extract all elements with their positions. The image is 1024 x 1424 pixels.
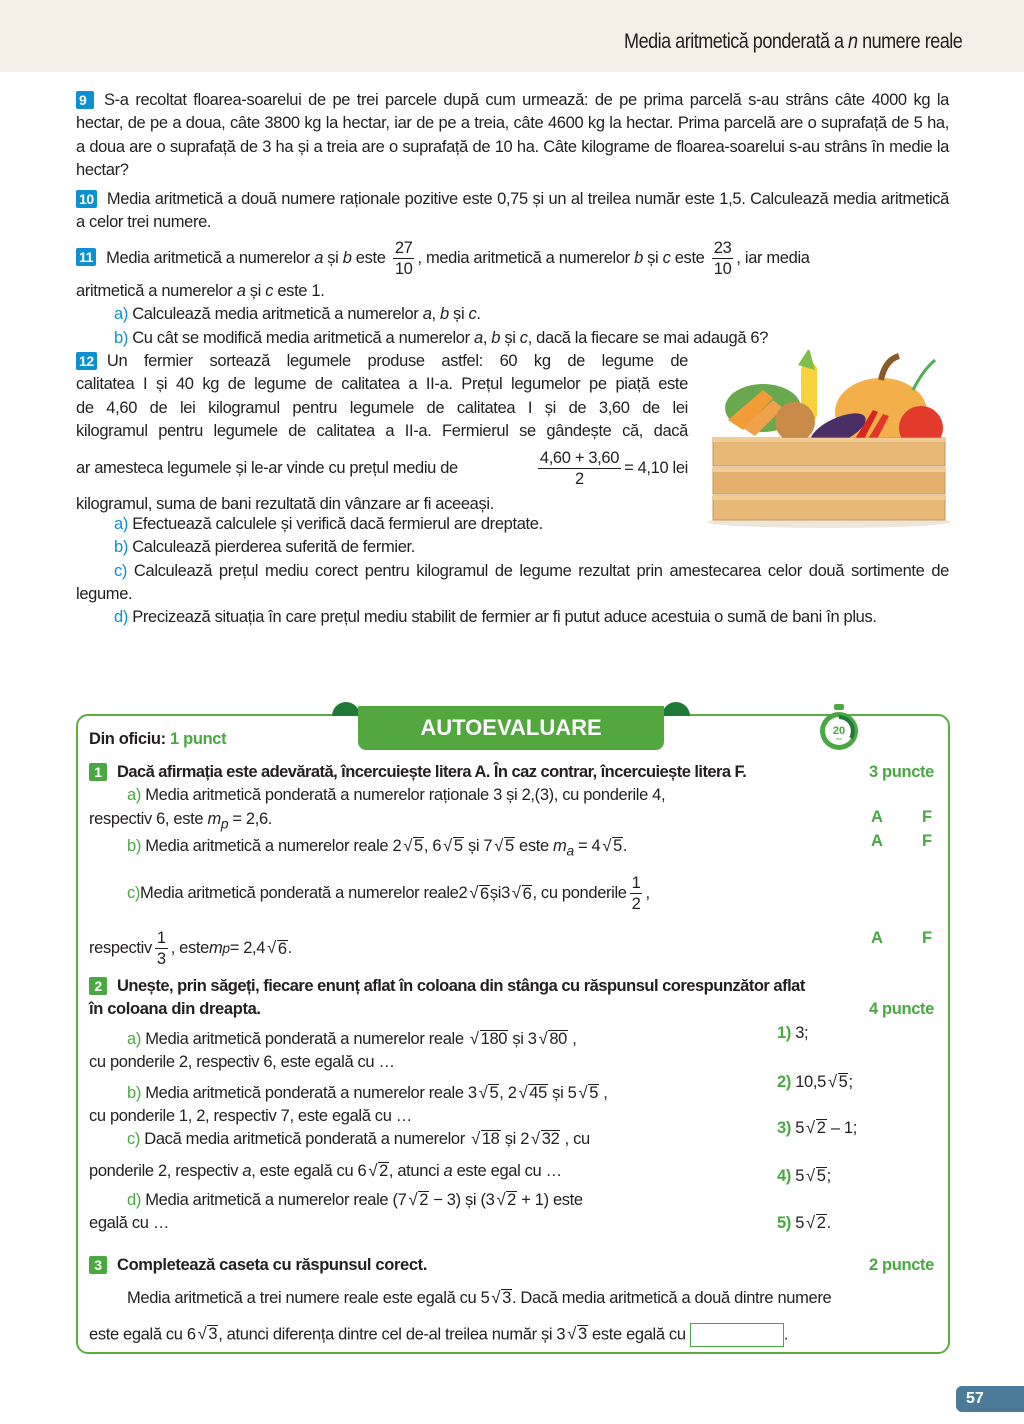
text: și: [500, 1130, 521, 1149]
text: și: [448, 305, 469, 324]
item-label: a): [114, 305, 128, 324]
fraction: [155, 928, 168, 969]
coef: 2: [458, 884, 468, 903]
radicand: 6: [480, 884, 489, 903]
din-oficiu: [89, 728, 226, 751]
answer-text: .: [826, 1214, 831, 1232]
item-label: b): [127, 837, 141, 856]
text: este 1.: [273, 282, 325, 300]
title-variable: n: [847, 30, 858, 53]
question-number: 3: [89, 1256, 107, 1274]
q3-line2: este egală cu 6 √ 3, atunci diferența dintre cel de-al treilea număr și 3 √ 3 este egală cu .: [89, 1323, 934, 1347]
text: + 1): [516, 1190, 549, 1209]
text: este egală cu 6: [89, 1324, 196, 1343]
question-2-statements: [89, 1028, 729, 1235]
text: Efectuează calculele și verifică dacă fermierul are dreptate.: [127, 515, 543, 533]
text: Media aritmetică ponderată a numerelor reale: [140, 884, 459, 903]
numerator: 1: [156, 929, 166, 948]
var-b: b: [439, 305, 449, 324]
q2-c-line2: ponderile 2, respectiv a, este egală cu 6 √ 2, atunci a este egal cu …: [89, 1162, 562, 1181]
text: Precizează situația în care prețul mediu stabilit de fermier ar fi putut aduce acestuia o sumă de bani în plus.: [127, 608, 877, 627]
option-f-false[interactable]: F: [922, 929, 933, 947]
radicand: 6: [522, 884, 532, 903]
item-label: a): [127, 786, 141, 805]
answer-3: 3) 5 √ 2 – 1;: [777, 1119, 857, 1137]
stopwatch-icon: [818, 704, 860, 752]
banner-ribbon-left: [332, 702, 360, 716]
radicand: 5: [489, 1083, 499, 1102]
text: Calculează prețul mediu corect pentru kilogramul de legume rezultat prin amestecarea celor două sortimente de legume.: [76, 561, 949, 603]
text: ,: [431, 305, 440, 324]
text: , cu ponderile: [532, 884, 627, 903]
var-b: b: [491, 328, 501, 347]
text: Calculează media aritmetică a numerelor: [127, 305, 423, 324]
text: Media aritmetică ponderată a numerelor reale: [140, 1083, 468, 1102]
page-title: [624, 30, 962, 54]
answer-2: 2) 10,5 √ 5;: [777, 1073, 853, 1091]
item-label: a): [114, 515, 128, 533]
page-header: [0, 0, 1024, 72]
q2-b-line2: cu ponderile 1, 2, respectiv 7, este egală cu …: [89, 1106, 412, 1125]
radicand: 18: [481, 1130, 500, 1149]
q1-a-line1: [89, 784, 934, 807]
text: = 4: [573, 837, 601, 856]
radicand: 3: [502, 1289, 511, 1308]
coef: 5: [567, 1083, 577, 1102]
page-number: 57: [956, 1386, 1024, 1412]
numerator: 27: [394, 238, 413, 257]
answer-text: 5: [790, 1214, 805, 1232]
text: = 4,10 lei: [624, 458, 688, 477]
text: ,: [499, 1083, 508, 1102]
text: ,: [423, 837, 433, 856]
exercise-11-line1: [76, 236, 949, 280]
text: , atunci: [388, 1162, 444, 1181]
line: de 4,60 de lei kilogramul pentru legumele de calitatea I și de 3,60 de lei: [76, 398, 688, 417]
text: Media aritmetică a numerelor reale: [140, 1190, 393, 1209]
radicand: 3: [208, 1324, 218, 1343]
coef: 7: [483, 837, 493, 856]
item-label: b): [114, 538, 128, 557]
var-c: c: [468, 305, 477, 324]
text: , atunci diferența dintre cel de-al treilea număr și 3: [218, 1324, 566, 1343]
radicand: 6: [277, 939, 287, 958]
radicand: 2: [419, 1190, 429, 1209]
exercise-text: Media aritmetică a două numere raționale pozitive este 0,75 și un al treilea număr este 1,5. Calculează media aritmetică a celor trei numere.: [76, 190, 949, 232]
answer-text: ;: [848, 1073, 853, 1091]
radicand: 5: [414, 837, 423, 856]
exercise-11: [76, 236, 949, 350]
text: ,: [599, 1083, 608, 1102]
points: 1 punct: [170, 730, 227, 748]
item-label: d): [114, 608, 128, 627]
question-1: [89, 761, 934, 975]
text: și: [323, 248, 343, 267]
coef: 3: [501, 884, 510, 903]
question-3: [89, 1254, 934, 1347]
text: Calculează pierderea suferită de fermier.: [127, 538, 416, 557]
question-text: Unește, prin săgeți, fiecare enunț aflat în coloana din stânga cu răspunsul corespunzător aflat: [117, 977, 805, 995]
var-b: b: [342, 248, 352, 267]
line: kilogramul, suma de bani rezultată din vânzare ar fi aceeași.: [76, 495, 494, 514]
points: 2 puncte: [868, 1256, 934, 1274]
var-m: m: [553, 837, 567, 856]
question-text: Dacă afirmația este adevărată, încercuiește litera A. În caz contrar, încercuiește litera F.: [117, 763, 747, 781]
answer-text: 5: [790, 1119, 805, 1137]
q1-c-line2: respectiv $\frac{1}{3}$ , este m p = 2,4 √ 6 .: [89, 929, 292, 969]
text: ,: [482, 328, 492, 347]
text: și: [463, 837, 484, 856]
text: = 2,4: [229, 939, 266, 958]
var-a: a: [314, 248, 324, 267]
var-a: a: [443, 1162, 453, 1181]
radicand: 45: [529, 1083, 547, 1102]
var-a: a: [473, 328, 483, 347]
q3-line1: Media aritmetică a trei numere reale este egală cu 5 √ 3. Dacă media aritmetică a două dintre numere: [127, 1289, 832, 1308]
q2-a: a) Media aritmetică ponderată a numerelor reale √ 180 și 3 √ 80 ,: [127, 1030, 577, 1048]
question-text: în coloana din dreapta.: [89, 1000, 261, 1019]
text: , este egală cu: [251, 1162, 358, 1181]
var-c: c: [662, 248, 671, 267]
question-3-header: [89, 1254, 934, 1277]
item-label: b): [114, 328, 128, 347]
item-label: c): [127, 1130, 141, 1149]
q1-a-line2: [89, 808, 934, 836]
answer-text: – 1;: [826, 1119, 857, 1137]
coef: 2: [392, 837, 402, 856]
text: ,: [568, 1030, 577, 1048]
item-label: c): [114, 561, 128, 580]
option-f-false[interactable]: F: [922, 832, 933, 850]
exercise-number: 9: [76, 91, 94, 109]
var-c: c: [265, 282, 274, 300]
question-2-answers: [777, 1022, 937, 1235]
fraction: [712, 238, 734, 279]
answer-text: 3;: [790, 1024, 809, 1042]
radicand: 2: [816, 1119, 826, 1137]
item-label: d): [127, 1190, 141, 1209]
banner-ribbon-right: [662, 702, 690, 716]
timer-unit: min: [835, 736, 843, 741]
var-a: a: [236, 282, 246, 300]
exercise-12-b: [76, 536, 949, 559]
text: , cu: [560, 1130, 590, 1149]
answer-text: ;: [826, 1167, 831, 1185]
self-assessment-banner: AUTOEVALUARE: [358, 706, 664, 750]
text: , este: [170, 939, 209, 958]
exercise-11-b: [76, 327, 949, 350]
text: ar amesteca legumele și le-ar vinde cu prețul mediu de: [76, 458, 458, 477]
points: 4 puncte: [868, 1000, 934, 1019]
denominator: 2: [631, 895, 641, 914]
exercise-text: S-a recoltat floarea-soarelui de pe trei parcele după cum urmează: de pe prima parcelă s-au strâns câte 4000 kg la hectar, de pe a doua, câte 3800 kg la hectar, iar de pe a treia, câte 4600 kg la hectar. Prima parcelă are o suprafață de 5 ha, a doua are o suprafață de 3 ha și a treia are o suprafață de 10 ha. Câte kilograme de floarea-soarelui s-au strâns în medie la hectar?: [76, 91, 949, 179]
question-text: Completează caseta cu răspunsul corect.: [117, 1256, 428, 1274]
text: este: [514, 837, 554, 856]
text: și: [547, 1083, 568, 1102]
q1-b: b) Media aritmetică a numerelor reale 2 √ 5, 6 √ 5 și 7 √ 5 este $m_a = 4$ √ 5.: [127, 837, 628, 859]
text: .: [476, 305, 481, 324]
answer-label: 5): [777, 1214, 791, 1232]
radicand: 5: [589, 1083, 599, 1102]
text: respectiv: [89, 939, 152, 958]
q2-a-line2: cu ponderile 2, respectiv 6, este egală cu …: [89, 1053, 395, 1072]
var-m: m: [207, 809, 221, 828]
option-a-true[interactable]: A: [871, 808, 883, 826]
text: și: [460, 1190, 481, 1209]
text: (3: [480, 1190, 495, 1209]
vegetable-crate-illustration: [703, 350, 955, 530]
text: și: [245, 282, 266, 300]
denominator: 2: [575, 469, 584, 488]
denominator: 10: [713, 259, 732, 278]
q2-c: c) Dacă media aritmetică ponderată a numerelor √ 18 și 2 √ 32 , cu: [127, 1130, 590, 1149]
radicand: 2: [507, 1190, 516, 1209]
text: − 3): [429, 1190, 461, 1209]
answer-text: 10,5: [790, 1073, 826, 1091]
answer-input-box[interactable]: [690, 1323, 784, 1347]
exercise-number: 12: [76, 352, 97, 370]
radicand: 80: [549, 1030, 567, 1048]
question-number: 1: [89, 763, 107, 781]
var-b: b: [634, 248, 643, 267]
item-label: a): [127, 1030, 141, 1048]
option-a-true[interactable]: A: [871, 832, 883, 850]
text: Media aritmetică ponderată a numerelor reale: [140, 1030, 468, 1048]
subscript: p: [222, 941, 230, 957]
text: .: [783, 1324, 789, 1343]
text: ponderile 2, respectiv: [89, 1162, 243, 1181]
option-f-false[interactable]: F: [922, 808, 933, 826]
fraction: [630, 873, 643, 914]
answer-label: 1): [777, 1024, 791, 1042]
text: , dacă la fiecare se mai adaugă 6?: [527, 328, 769, 347]
q1-c-line1: c) Media aritmetică ponderată a numerelor reale 2 √ 6 și 3 √ 6 , cu ponderile $\frac{1}{2}$ ,: [127, 874, 650, 914]
text: este egal cu …: [452, 1162, 562, 1181]
text: respectiv 6, este: [89, 809, 208, 828]
denominator: 10: [394, 259, 413, 278]
exercise-12: [76, 350, 688, 516]
radicand: 180: [480, 1030, 508, 1048]
exercise-12-d: [76, 606, 949, 629]
radicand: 5: [816, 1167, 826, 1185]
text: Un fermier sortează legumele produse astfel: 60 kg de legume de: [106, 352, 688, 370]
text: și: [508, 1030, 528, 1048]
var-a: a: [242, 1162, 252, 1181]
text: Media aritmetică a numerelor: [106, 248, 315, 267]
line: calitatea I și 40 kg de legume de calitatea a II-a. Prețul legumelor pe piață este: [76, 375, 688, 394]
coef: 6: [357, 1162, 367, 1181]
text: (7: [392, 1190, 407, 1209]
coef: 2: [507, 1083, 517, 1102]
title-text: Media aritmetică ponderată a: [623, 30, 848, 53]
text: aritmetică a numerelor: [76, 282, 237, 300]
title-text-end: numere reale: [857, 30, 962, 53]
text: Media aritmetică a trei numere reale este egală cu 5: [127, 1289, 490, 1308]
exercise-11-line2: [76, 280, 949, 303]
option-a-true[interactable]: A: [871, 929, 883, 947]
answer-5: 5) 5 √ 2.: [777, 1214, 831, 1232]
text: și: [489, 884, 502, 903]
exercise-10: [76, 188, 949, 235]
question-2-header: [89, 975, 934, 998]
subscript: a: [566, 843, 574, 859]
text: . Dacă media aritmetică a două dintre numere: [511, 1289, 832, 1308]
item-label: b): [127, 1083, 141, 1102]
text: este: [548, 1190, 583, 1209]
text: Dacă media aritmetică ponderată a numerelor: [140, 1130, 470, 1149]
text: este: [670, 248, 709, 267]
answer-4: 4) 5 √ 5;: [777, 1167, 831, 1185]
fraction: [393, 238, 415, 279]
answer-label: 4): [777, 1167, 791, 1185]
text: și: [500, 328, 520, 347]
radicand: 5: [838, 1073, 848, 1091]
var-m: m: [208, 939, 223, 958]
radicand: 3: [577, 1324, 587, 1343]
fraction: [538, 448, 621, 489]
radicand: 2: [816, 1214, 826, 1232]
var-c: c: [519, 328, 528, 347]
text: este: [351, 248, 390, 267]
exercise-number: 11: [76, 248, 96, 266]
radicand: 5: [613, 837, 622, 856]
points: 3 puncte: [868, 763, 934, 781]
coef: 2: [520, 1130, 530, 1149]
text: , iar media: [736, 248, 810, 267]
coef: 3: [467, 1083, 477, 1102]
radicand: 32: [541, 1130, 560, 1149]
coef: 6: [432, 837, 442, 856]
q2-b: b) Media aritmetică ponderată a numerelor reale 3 √ 5, 2 √ 45 și 5 √ 5 ,: [127, 1083, 608, 1102]
numerator: 1: [631, 874, 641, 893]
text: = 2,6.: [228, 809, 273, 828]
line: [76, 350, 688, 373]
numerator: 23: [713, 238, 732, 257]
exercise-11-a: [76, 303, 949, 326]
text: și: [642, 248, 663, 267]
radicand: 5: [453, 837, 463, 856]
exercise-12-items: [76, 513, 949, 629]
timer-minutes: 20: [832, 725, 846, 737]
exercise-number: 10: [76, 190, 97, 208]
var-a: a: [422, 305, 432, 324]
text: Din oficiu:: [89, 730, 166, 748]
numerator: 4,60 + 3,60: [539, 448, 620, 467]
exercise-9: [76, 89, 949, 182]
q2-d-line2: egală cu …: [89, 1214, 169, 1233]
q2-d: d) Media aritmetică a numerelor reale (7 √ 2 − 3) și (3 √ 2 + 1) este: [127, 1190, 583, 1209]
line-with-fraction: [76, 443, 688, 493]
question-2: [89, 975, 934, 1022]
line: kilogramul pentru legumele de calitatea a II-a. Fermierul se gândește că, dacă: [76, 421, 688, 440]
question-number: 2: [89, 977, 107, 995]
text: , media aritmetică a numerelor: [417, 248, 635, 267]
item-label: c): [127, 884, 141, 903]
denominator: 3: [156, 950, 166, 969]
answer-text: 5: [790, 1167, 805, 1185]
radicand: 5: [504, 837, 514, 856]
answer-label: 2): [777, 1073, 791, 1091]
subscript: p: [220, 815, 229, 831]
question-1-header: [89, 761, 934, 784]
exercise-12-c: [76, 560, 949, 607]
text: Cu cât se modifică media aritmetică a numerelor: [127, 328, 474, 347]
question-2-header-line2: [89, 998, 934, 1021]
answer-1: [777, 1022, 937, 1071]
text: Media aritmetică a numerelor reale: [140, 837, 393, 856]
answer-label: 3): [777, 1119, 791, 1137]
text: Media aritmetică ponderată a numerelor raționale 3 și 2,(3), cu ponderile 4,: [140, 786, 666, 805]
coef: 3: [527, 1030, 537, 1048]
radicand: 2: [379, 1162, 388, 1181]
text: este egală cu: [587, 1324, 686, 1343]
